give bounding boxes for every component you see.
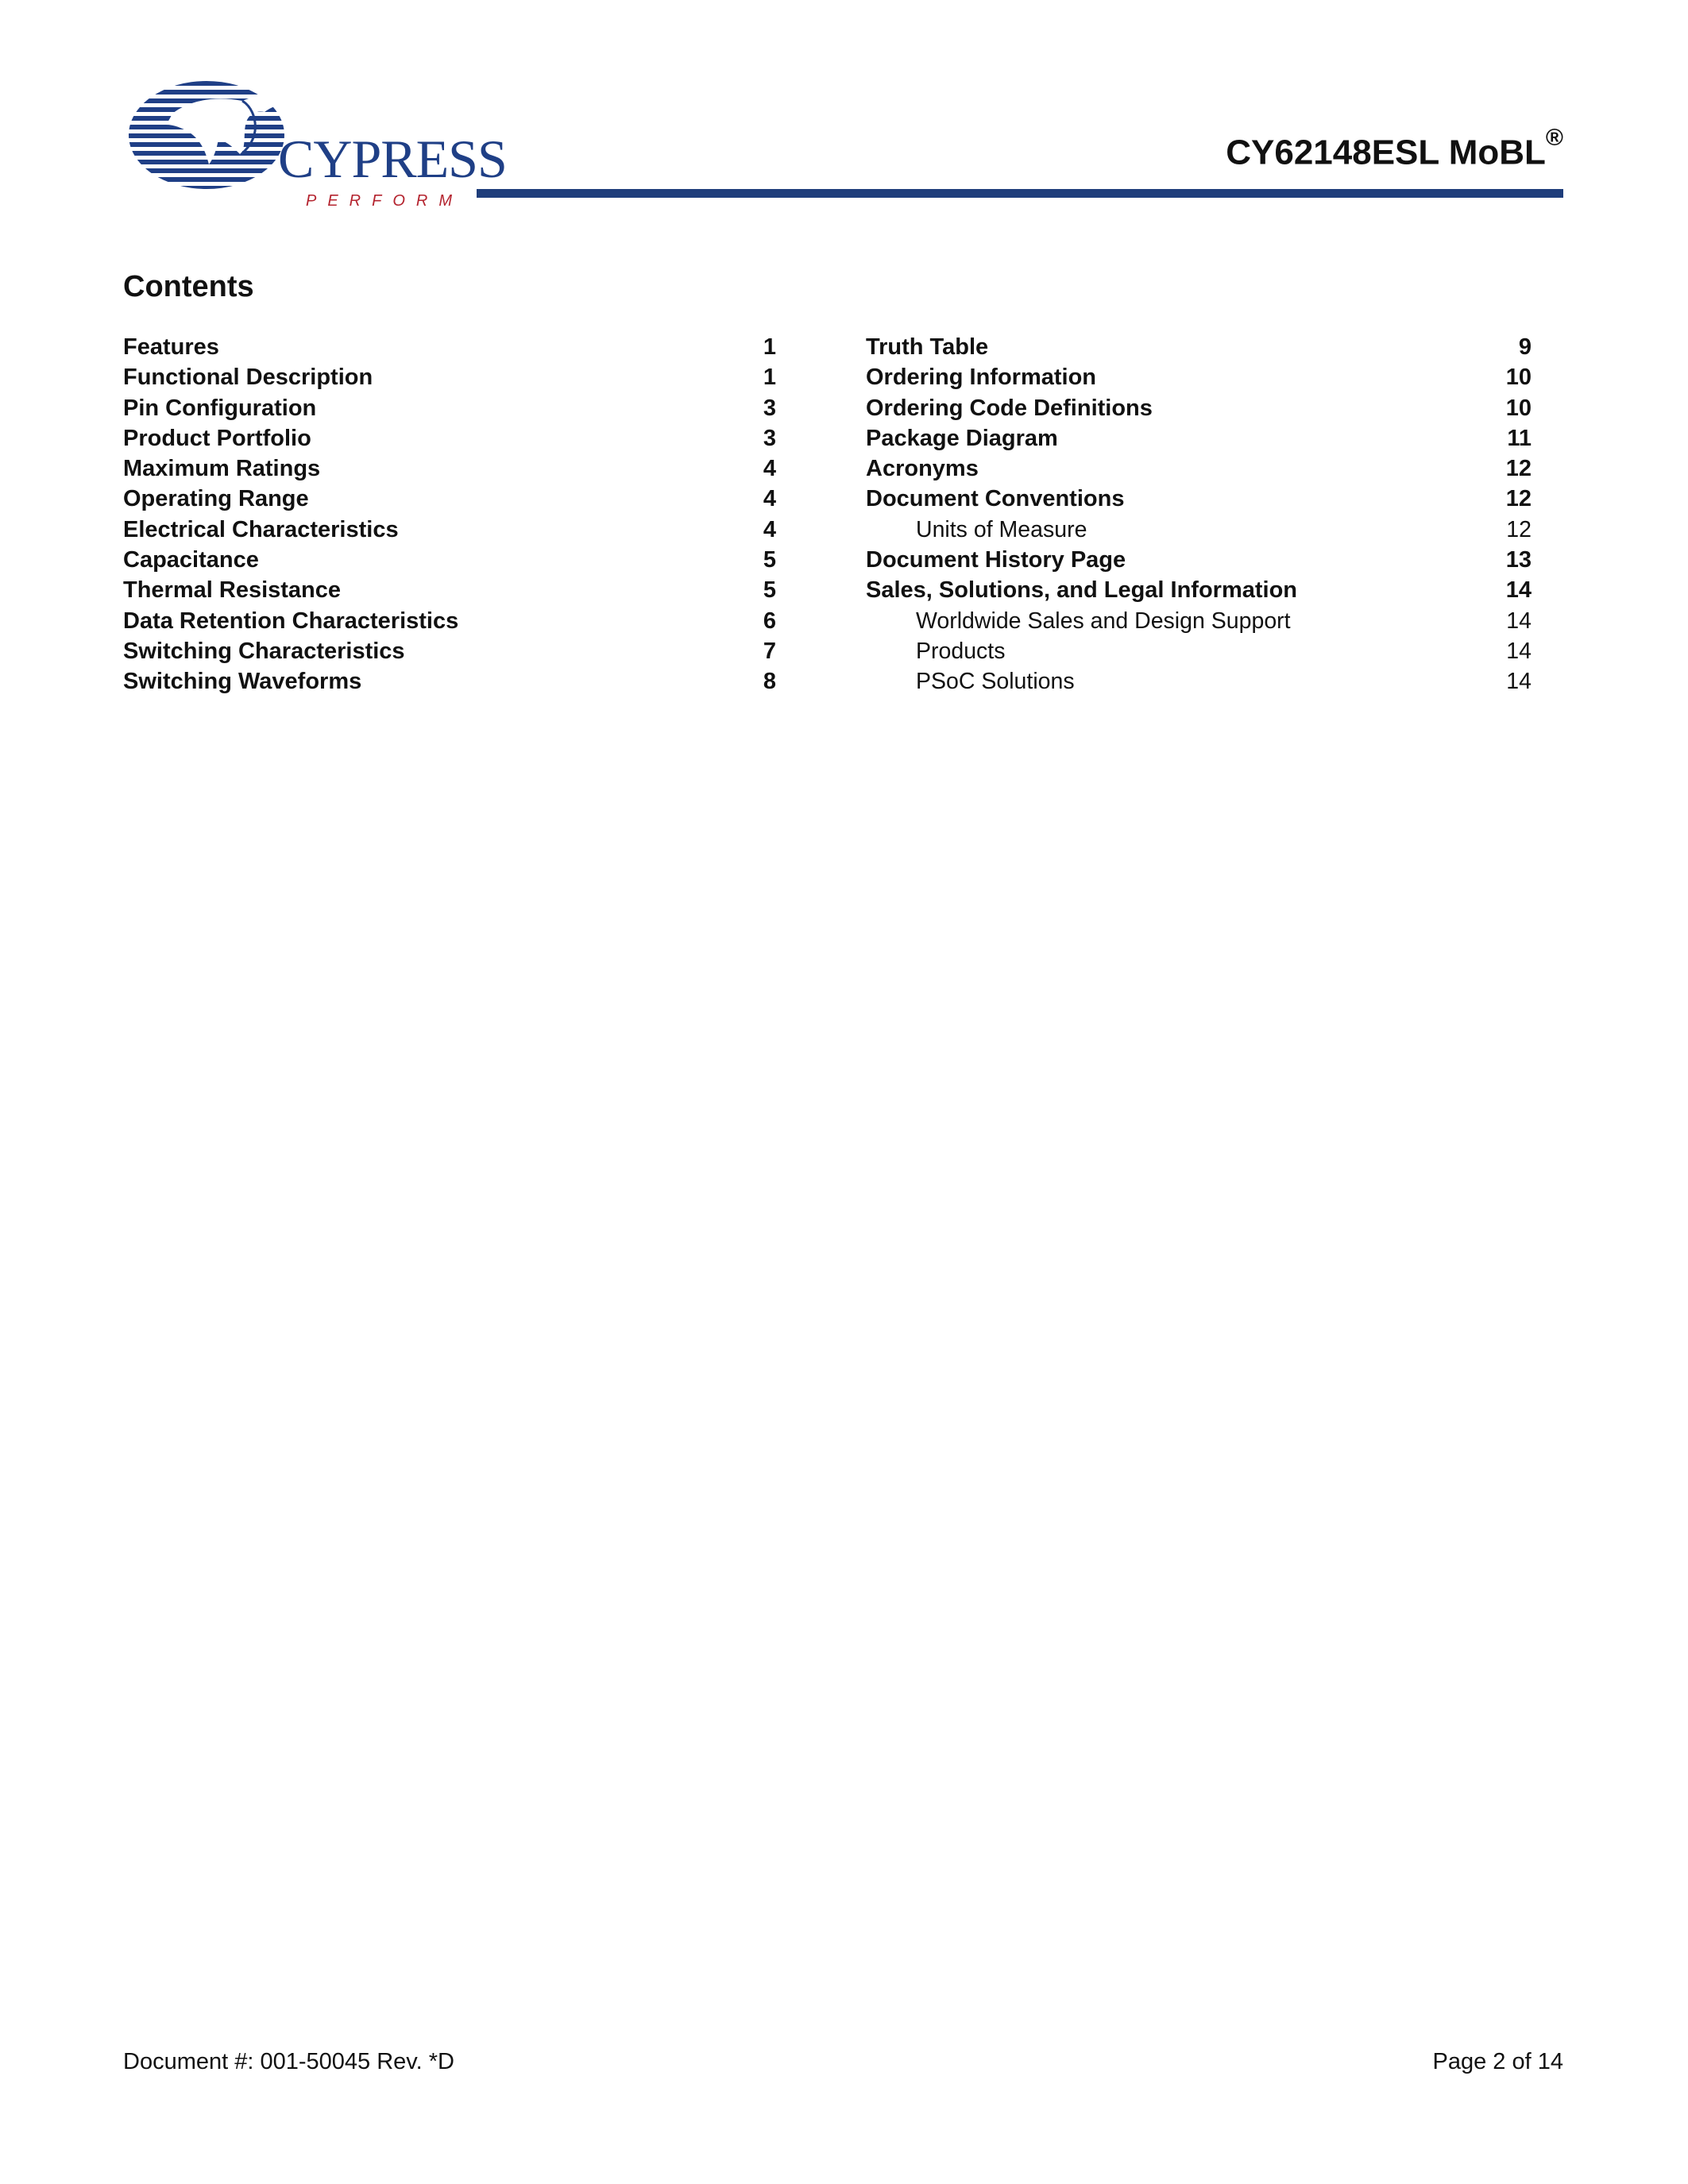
toc-entry[interactable] [123, 484, 776, 514]
perform-tagline: PERFORM [306, 192, 463, 210]
toc-entry-page: 12 [1506, 516, 1532, 542]
toc-entry[interactable] [123, 515, 776, 545]
toc-entry-label: Functional Description [123, 365, 373, 391]
toc-entry[interactable] [123, 575, 776, 605]
page-number: Page 2 of 14 [1432, 2049, 1563, 2074]
cypress-wordmark: CYPRESS [278, 129, 507, 189]
toc-entry[interactable] [123, 423, 776, 453]
toc-entry[interactable] [123, 545, 776, 575]
toc-entry-page: 9 [1518, 334, 1532, 360]
toc-entry[interactable] [123, 666, 776, 696]
toc-entry-page: 12 [1505, 456, 1532, 482]
toc-entry[interactable] [866, 453, 1532, 484]
toc-entry[interactable] [123, 332, 776, 362]
cypress-logo [123, 75, 507, 214]
toc-entry-page: 14 [1506, 638, 1532, 664]
toc-entry-page: 10 [1505, 365, 1532, 391]
toc-entry-page: 5 [763, 547, 776, 573]
toc-entry[interactable] [866, 393, 1532, 423]
toc-entry[interactable] [123, 453, 776, 484]
toc-entry-label: Acronyms [866, 456, 979, 482]
toc-entry-label: Ordering Code Definitions [866, 395, 1153, 421]
document-title-text: CY62148ESL MoBL [1226, 133, 1546, 172]
toc-entry[interactable] [123, 636, 776, 666]
toc-entry-label: Features [123, 334, 219, 360]
toc-entry-label: Pin Configuration [123, 395, 317, 421]
toc-left-column [123, 332, 776, 697]
toc-entry-label: Products [916, 638, 1006, 664]
toc-entry-page: 4 [763, 456, 776, 482]
toc-entry-page: 3 [763, 425, 776, 451]
toc-entry-label: Capacitance [123, 547, 259, 573]
toc-entry-page: 1 [763, 365, 776, 391]
toc-entry-page: 3 [763, 395, 776, 421]
toc-entry[interactable] [866, 666, 1532, 696]
toc-entry-page: 4 [763, 486, 776, 512]
toc-entry[interactable] [866, 636, 1532, 666]
toc-entry-page: 7 [763, 638, 776, 664]
toc-right-column [866, 332, 1532, 697]
toc-entry-label: Data Retention Characteristics [123, 608, 459, 634]
toc-entry-page: 5 [763, 577, 776, 604]
header-rule [477, 189, 1563, 198]
toc-entry[interactable] [866, 423, 1532, 453]
toc-entry[interactable] [866, 575, 1532, 605]
toc-entry-label: Document Conventions [866, 486, 1125, 512]
toc-entry-label: Operating Range [123, 486, 309, 512]
toc-entry-page: 12 [1505, 486, 1532, 512]
toc-entry[interactable] [866, 606, 1532, 636]
toc-entry[interactable] [866, 332, 1532, 362]
document-title [1226, 125, 1563, 173]
toc-entry[interactable] [866, 484, 1532, 514]
toc-entry-label: Document History Page [866, 547, 1126, 573]
toc-entry-page: 1 [763, 334, 776, 360]
document-number: Document #: 001-50045 Rev. *D [123, 2049, 454, 2074]
toc-entry-label: Thermal Resistance [123, 577, 342, 604]
toc-entry-page: 13 [1505, 547, 1532, 573]
contents-heading: Contents [123, 270, 254, 303]
toc-entry-label: Sales, Solutions, and Legal Information [866, 577, 1298, 604]
toc-entry[interactable] [866, 545, 1532, 575]
toc-entry-page: 4 [763, 516, 776, 542]
toc-entry-label: Switching Waveforms [123, 669, 362, 695]
toc-entry-label: Electrical Characteristics [123, 516, 399, 542]
toc-entry-page: 14 [1506, 669, 1532, 695]
toc-entry-label: Worldwide Sales and Design Support [916, 608, 1291, 634]
toc-entry-label: Units of Measure [916, 516, 1087, 542]
toc-entry-page: 6 [763, 608, 776, 634]
toc-entry-label: PSoC Solutions [916, 669, 1075, 695]
toc-entry-label: Truth Table [866, 334, 989, 360]
toc-entry[interactable] [123, 362, 776, 392]
toc-entry[interactable] [866, 362, 1532, 392]
registered-mark: ® [1545, 125, 1563, 151]
toc-entry-page: 14 [1506, 608, 1532, 634]
toc-entry-label: Package Diagram [866, 425, 1058, 451]
toc-entry-label: Product Portfolio [123, 425, 311, 451]
toc-entry[interactable] [123, 393, 776, 423]
toc-entry-label: Maximum Ratings [123, 456, 321, 482]
toc-entry-page: 10 [1505, 395, 1532, 421]
toc-entry-page: 11 [1507, 425, 1532, 451]
toc-entry-page: 14 [1505, 577, 1532, 604]
toc-entry-label: Switching Characteristics [123, 638, 405, 664]
toc-entry-page: 8 [763, 669, 776, 695]
toc-entry-label: Ordering Information [866, 365, 1096, 391]
toc-entry[interactable] [123, 606, 776, 636]
toc-entry[interactable] [866, 515, 1532, 545]
